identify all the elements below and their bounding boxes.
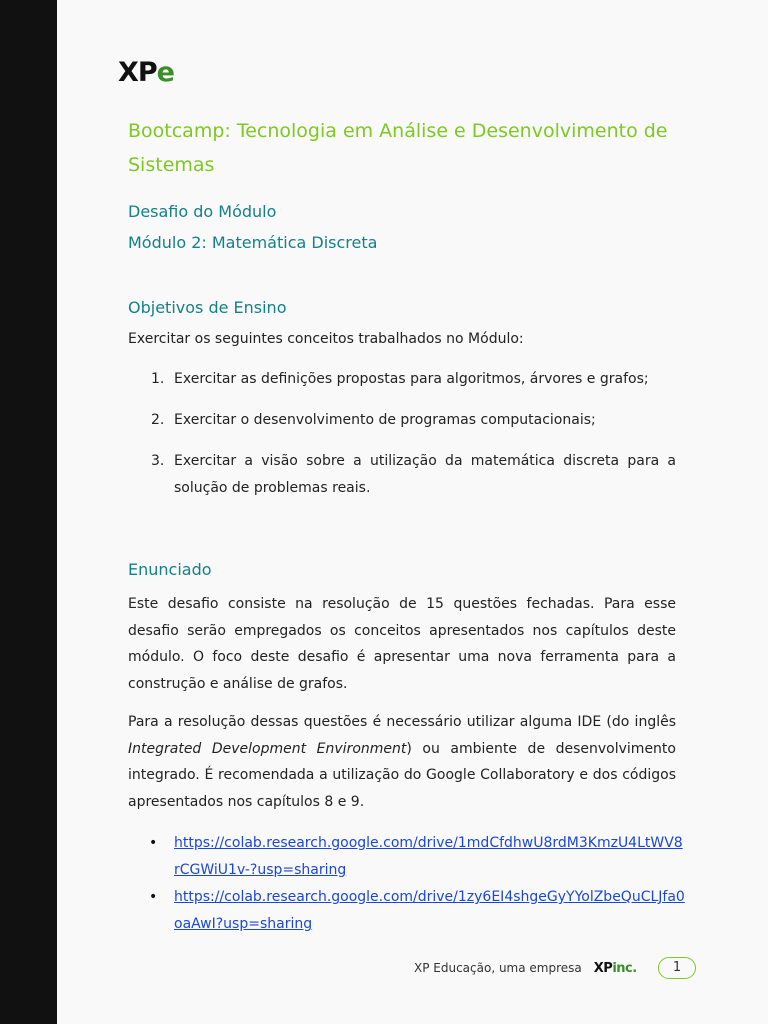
paragraph-text: ) ou ambiente de desenvolvimento integrado. É recomendada a utilização do Google Collaboratory e dos códigos apresentados nos capítulos 8 e 9. — [128, 740, 676, 810]
list-item — [128, 448, 676, 502]
logo-e: e — [156, 57, 174, 88]
xpe-logo — [118, 58, 174, 88]
paragraph-text: Para a resolução dessas questões é necessário utilizar alguma IDE (do inglês — [128, 714, 676, 730]
logo-xp: XP — [118, 57, 157, 88]
list-item — [128, 884, 688, 938]
footer-text: XP Educação, uma empresa — [414, 961, 582, 975]
heading-enunciado: Enunciado — [128, 560, 212, 579]
bullet-icon: • — [149, 889, 158, 905]
list-item-text: Exercitar a visão sobre a utilização da matemática discreta para a solução de problemas reais. — [174, 453, 676, 496]
brand-inc: inc. — [612, 960, 637, 976]
colab-links-list — [128, 830, 688, 938]
colab-link-1[interactable]: https://colab.research.google.com/drive/1mdCfdhwU8rdM3KmzU4LtWV8rCGWiU1v-?usp=sharing — [174, 835, 683, 878]
bullet-icon: • — [149, 835, 158, 851]
objetivos-list — [128, 366, 676, 516]
xp-inc-logo — [594, 961, 637, 976]
subtitle-desafio: Desafio do Módulo — [128, 202, 277, 221]
left-sidebar-bar — [0, 0, 57, 1024]
colab-link-2[interactable]: https://colab.research.google.com/drive/1zy6EI4shgeGyYYolZbeQuCLJfa0oaAwI?usp=sharing — [174, 889, 685, 932]
list-item — [128, 830, 688, 884]
heading-objetivos: Objetivos de Ensino — [128, 298, 287, 317]
ide-term-italic: Integrated Development Environment — [128, 740, 407, 757]
list-number: 2. — [151, 412, 165, 428]
document-title: Bootcamp: Tecnologia em Análise e Desenvolvimento de Sistemas — [128, 120, 668, 176]
objetivos-intro: Exercitar os seguintes conceitos trabalhados no Módulo: — [128, 331, 524, 347]
page-number-badge: 1 — [658, 957, 696, 979]
enunciado-paragraph-2 — [128, 709, 676, 815]
list-number: 1. — [151, 371, 165, 387]
subtitle-modulo: Módulo 2: Matemática Discreta — [128, 233, 378, 252]
brand-xp: XP — [593, 960, 613, 976]
footer — [414, 956, 637, 980]
list-number: 3. — [151, 453, 165, 469]
list-item-text: Exercitar as definições propostas para algoritmos, árvores e grafos; — [174, 371, 649, 387]
list-item — [128, 366, 676, 393]
enunciado-paragraph-1: Este desafio consiste na resolução de 15 questões fechadas. Para esse desafio serão empregados os conceitos apresentados nos capítulos deste módulo. O foco deste desafio é apresentar uma nova ferramenta para a construção e análise de grafos. — [128, 596, 676, 692]
list-item — [128, 407, 676, 434]
list-item-text: Exercitar o desenvolvimento de programas computacionais; — [174, 412, 596, 428]
